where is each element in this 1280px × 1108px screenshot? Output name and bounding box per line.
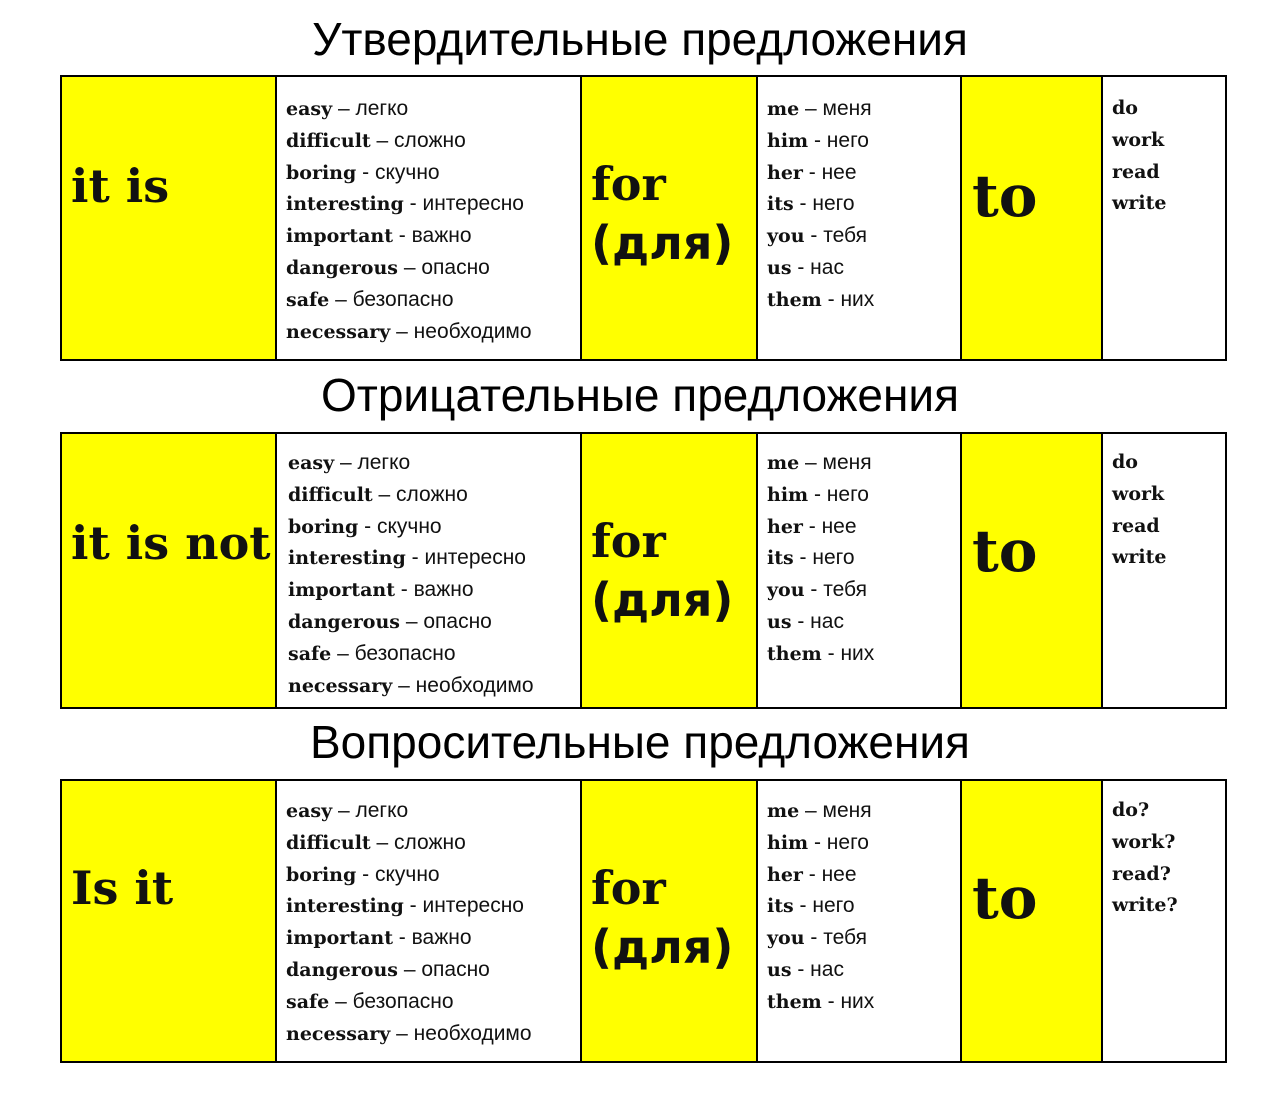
word-translation: – легко — [332, 799, 409, 822]
list-item — [286, 252, 532, 284]
list-item — [767, 574, 874, 606]
list-item — [767, 125, 874, 157]
word-en: necessary — [286, 320, 391, 343]
pronoun-list — [767, 795, 874, 1018]
verbs-cell — [1103, 77, 1225, 359]
word-translation: - интересно — [405, 546, 526, 570]
word-translation: – необходимо — [390, 319, 532, 343]
word-en: its — [767, 547, 794, 570]
verb-item: write? — [1112, 894, 1178, 917]
preposition-ru: (для) — [591, 919, 734, 974]
word-en: safe — [286, 990, 330, 1013]
word-translation: - него — [793, 546, 855, 570]
word-translation: - нас — [791, 609, 844, 633]
word-translation: - важно — [392, 926, 472, 950]
verb-item: do — [1112, 451, 1138, 473]
word-en: you — [767, 225, 805, 248]
word-translation: – безопасно — [331, 641, 456, 665]
word-translation: – опасно — [399, 609, 492, 633]
word-en: us — [767, 958, 792, 981]
word-en: her — [767, 515, 803, 538]
list-item — [286, 316, 532, 348]
word-translation: – меня — [799, 97, 872, 120]
word-translation: - нас — [791, 255, 844, 279]
word-translation: - него — [808, 128, 869, 152]
word-translation: - него — [808, 482, 869, 506]
verb-item: work — [1112, 128, 1165, 151]
word-translation: - важно — [394, 578, 474, 602]
word-en: safe — [286, 288, 330, 311]
subject-cell — [62, 77, 277, 359]
word-en: us — [767, 256, 792, 279]
word-en: easy — [288, 452, 335, 474]
list-item — [286, 954, 532, 986]
list-item — [288, 447, 534, 479]
list-item — [286, 795, 532, 827]
word-en: boring — [286, 863, 357, 886]
pronoun-list — [767, 93, 874, 316]
word-translation: - интересно — [403, 192, 524, 216]
word-en: you — [767, 927, 805, 950]
list-item — [767, 922, 874, 954]
word-en: boring — [288, 515, 359, 538]
table-affirmative — [60, 75, 1227, 361]
word-translation: – необходимо — [390, 1021, 532, 1045]
list-item — [767, 542, 874, 574]
verb-list — [1112, 795, 1178, 922]
list-item — [286, 1018, 532, 1050]
table-interrogative — [60, 779, 1227, 1063]
list-item — [288, 670, 534, 702]
list-item — [286, 284, 532, 316]
adjectives-cell — [277, 781, 582, 1061]
word-en: her — [767, 161, 803, 184]
preposition-cell — [582, 77, 758, 359]
word-en: them — [767, 990, 822, 1013]
verb-item: read — [1112, 160, 1160, 183]
word-en: dangerous — [286, 958, 398, 981]
list-item — [767, 284, 874, 316]
word-en: important — [286, 225, 393, 248]
word-en: him — [767, 483, 809, 506]
word-en: difficult — [286, 831, 371, 854]
word-en: dangerous — [286, 256, 398, 279]
list-item — [286, 859, 532, 891]
word-en: interesting — [288, 547, 406, 570]
word-en: me — [767, 800, 800, 822]
word-translation: – сложно — [370, 128, 466, 152]
list-item — [767, 606, 874, 638]
particle-text: to — [972, 864, 1038, 932]
list-item — [767, 479, 874, 511]
word-translation: - нее — [802, 514, 857, 538]
word-translation: - нее — [802, 862, 857, 886]
particle-text: to — [972, 162, 1038, 230]
word-en: boring — [286, 161, 357, 184]
list-item — [767, 859, 874, 891]
list-item — [767, 986, 874, 1018]
word-translation: - них — [821, 989, 875, 1013]
list-item — [288, 606, 534, 638]
word-translation: - него — [808, 830, 869, 854]
list-item — [286, 922, 532, 954]
word-translation: - него — [793, 894, 855, 918]
word-en: easy — [286, 98, 333, 120]
word-en: interesting — [286, 895, 404, 918]
verbs-cell — [1103, 781, 1225, 1061]
preposition-en: for — [591, 861, 666, 915]
preposition-cell — [582, 781, 758, 1061]
table-negative — [60, 432, 1227, 709]
subject-text: Is it — [71, 861, 174, 915]
list-item — [767, 954, 874, 986]
word-translation: - скучно — [356, 862, 440, 886]
preposition-ru: (для) — [591, 572, 734, 627]
list-item — [767, 93, 874, 125]
word-translation: - них — [821, 287, 875, 311]
preposition-ru: (для) — [591, 215, 734, 270]
adjectives-cell — [277, 77, 582, 359]
word-translation: – безопасно — [329, 287, 454, 311]
verb-item: read — [1112, 514, 1160, 537]
word-translation: - них — [821, 641, 875, 665]
word-en: me — [767, 452, 800, 474]
particle-cell — [962, 434, 1103, 707]
list-item — [767, 638, 874, 670]
word-translation: - интересно — [403, 894, 524, 918]
word-translation: - скучно — [358, 514, 442, 538]
list-item — [286, 890, 532, 922]
word-translation: – легко — [334, 451, 411, 474]
pronouns-cell — [758, 434, 962, 707]
word-translation: - скучно — [356, 160, 440, 184]
word-translation: – меня — [799, 799, 872, 822]
word-en: dangerous — [288, 610, 400, 633]
preposition-text — [591, 155, 733, 273]
list-item — [288, 479, 534, 511]
list-item — [286, 188, 532, 220]
subject-cell — [62, 781, 277, 1061]
list-item — [286, 157, 532, 189]
word-en: him — [767, 129, 809, 152]
word-translation: – опасно — [397, 255, 490, 279]
list-item — [767, 188, 874, 220]
word-en: him — [767, 831, 809, 854]
verb-item: write — [1112, 546, 1167, 569]
preposition-text — [591, 859, 733, 977]
word-translation: – сложно — [372, 482, 468, 506]
word-en: its — [767, 895, 794, 918]
word-translation: – опасно — [397, 957, 490, 981]
word-translation: – легко — [332, 97, 409, 120]
verbs-cell — [1103, 434, 1225, 707]
word-en: important — [288, 579, 395, 602]
word-translation: – меня — [799, 451, 872, 474]
list-item — [767, 827, 874, 859]
verb-item: work? — [1112, 830, 1176, 853]
word-en: her — [767, 863, 803, 886]
word-en: them — [767, 642, 822, 665]
pronouns-cell — [758, 77, 962, 359]
verb-list — [1112, 93, 1166, 220]
pronoun-list — [767, 447, 874, 670]
adjective-list — [286, 93, 532, 347]
word-en: safe — [288, 642, 332, 665]
preposition-en: for — [591, 157, 666, 211]
section-title-affirmative: Утвердительные предложения — [312, 13, 968, 65]
word-translation: – сложно — [370, 830, 466, 854]
word-translation: - нее — [802, 160, 857, 184]
preposition-en: for — [591, 514, 666, 568]
verb-item: write — [1112, 192, 1167, 215]
preposition-text — [591, 512, 733, 630]
adjective-list — [286, 795, 532, 1049]
list-item — [767, 157, 874, 189]
list-item — [767, 447, 874, 479]
list-item — [288, 511, 534, 543]
subject-text: it is — [71, 159, 170, 213]
word-en: easy — [286, 800, 333, 822]
word-en: necessary — [286, 1022, 391, 1045]
list-item — [767, 252, 874, 284]
list-item — [767, 795, 874, 827]
word-en: difficult — [288, 483, 373, 506]
word-en: us — [767, 610, 792, 633]
word-en: its — [767, 193, 794, 216]
list-item — [767, 890, 874, 922]
word-translation: - тебя — [804, 926, 867, 950]
word-translation: - него — [793, 192, 855, 216]
word-en: important — [286, 927, 393, 950]
adjectives-cell — [277, 434, 582, 707]
verb-item: do — [1112, 97, 1138, 119]
list-item — [288, 574, 534, 606]
word-en: them — [767, 288, 822, 311]
particle-text: to — [972, 517, 1038, 585]
list-item — [286, 986, 532, 1018]
pronouns-cell — [758, 781, 962, 1061]
word-en: me — [767, 98, 800, 120]
word-translation: - нас — [791, 957, 844, 981]
section-title-negative: Отрицательные предложения — [321, 369, 959, 421]
word-en: difficult — [286, 129, 371, 152]
word-en: interesting — [286, 193, 404, 216]
subject-text: it is not — [71, 516, 271, 570]
preposition-cell — [582, 434, 758, 707]
word-translation: - тебя — [804, 224, 867, 248]
list-item — [767, 220, 874, 252]
word-en: you — [767, 579, 805, 602]
word-translation: – безопасно — [329, 989, 454, 1013]
verb-item: work — [1112, 482, 1165, 505]
particle-cell — [962, 781, 1103, 1061]
list-item — [286, 125, 532, 157]
section-title-interrogative: Вопросительные предложения — [310, 716, 970, 768]
word-translation: - важно — [392, 224, 472, 248]
list-item — [288, 638, 534, 670]
verb-item: do? — [1112, 799, 1150, 821]
list-item — [288, 542, 534, 574]
particle-cell — [962, 77, 1103, 359]
list-item — [286, 220, 532, 252]
subject-cell — [62, 434, 277, 707]
word-en: necessary — [288, 674, 393, 697]
adjective-list — [288, 447, 534, 701]
word-translation: – необходимо — [392, 673, 534, 697]
verb-item: read? — [1112, 862, 1171, 885]
list-item — [286, 93, 532, 125]
word-translation: - тебя — [804, 578, 867, 602]
list-item — [767, 511, 874, 543]
verb-list — [1112, 447, 1166, 574]
list-item — [286, 827, 532, 859]
